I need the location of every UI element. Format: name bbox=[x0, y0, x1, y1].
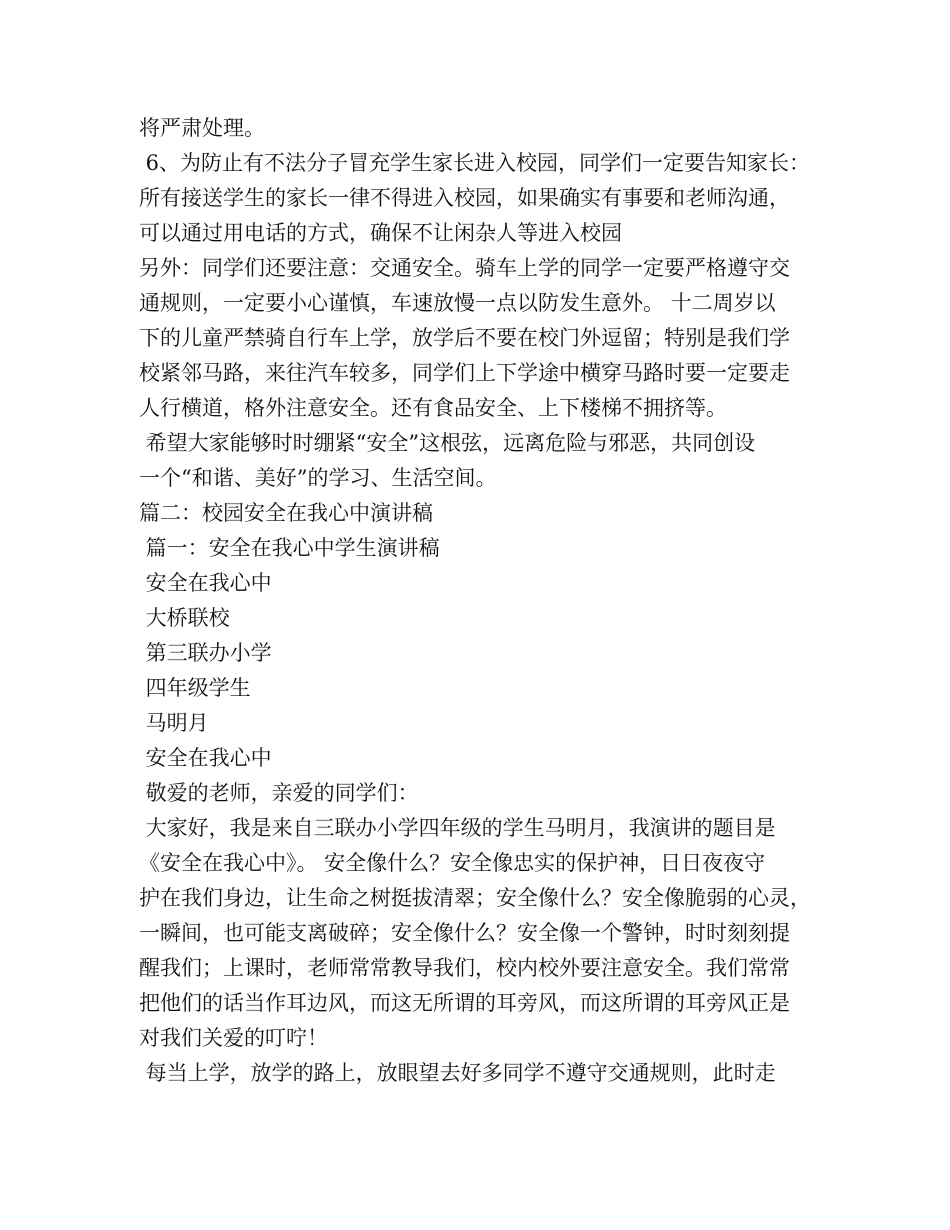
text-line: 护在我们身边，让生命之树挺拔清翠；安全像什么？安全像脆弱的心灵， bbox=[139, 886, 811, 910]
text-line: 另外：同学们还要注意：交通安全。骑车上学的同学一定要严格遵守交 bbox=[139, 256, 790, 280]
text-line: 大桥联校 bbox=[139, 606, 230, 630]
document-body bbox=[139, 111, 829, 1091]
text-line: 希望大家能够时时绷紧“安全”这根弦，远离危险与邪恶，共同创设 bbox=[139, 431, 756, 455]
text-line: 安全在我心中 bbox=[139, 746, 272, 770]
text-line: 一个“和谐、美好”的学习、生活空间。 bbox=[139, 466, 497, 490]
text-line: 《安全在我心中》。 安全像什么？安全像忠实的保护神，日日夜夜守 bbox=[139, 851, 766, 875]
text-line: 可以通过用电话的方式，确保不让闲杂人等进入校园 bbox=[139, 221, 622, 245]
text-line: 马明月 bbox=[139, 711, 209, 735]
text-line: 校紧邻马路，来往汽车较多，同学们上下学途中横穿马路时要一定要走 bbox=[139, 361, 790, 385]
text-line: 对我们关爱的叮咛！ bbox=[139, 1026, 328, 1050]
text-line: 通规则，一定要小心谨慎，车速放慢一点以防发生意外。 十二周岁以 bbox=[139, 291, 776, 315]
text-line: 6、为防止有不法分子冒充学生家长进入校园，同学们一定要告知家长： bbox=[139, 151, 811, 175]
text-line: 将严肃处理。 bbox=[139, 116, 265, 140]
text-line: 人行横道，格外注意安全。还有食品安全、上下楼梯不拥挤等。 bbox=[139, 396, 727, 420]
text-line: 第三联办小学 bbox=[139, 641, 272, 665]
text-line: 四年级学生 bbox=[139, 676, 251, 700]
text-line: 篇一：安全在我心中学生演讲稿 bbox=[139, 536, 440, 560]
text-line: 把他们的话当作耳边风，而这无所谓的耳旁风，而这所谓的耳旁风正是 bbox=[139, 991, 790, 1015]
text-line: 安全在我心中 bbox=[139, 571, 272, 595]
section-heading: 篇二：校园安全在我心中演讲稿 bbox=[139, 501, 433, 525]
text-line: 所有接送学生的家长一律不得进入校园，如果确实有事要和老师沟通， bbox=[139, 186, 790, 210]
text-line: 下的儿童严禁骑自行车上学，放学后不要在校门外逗留；特别是我们学 bbox=[139, 326, 790, 350]
text-line: 一瞬间，也可能支离破碎；安全像什么？安全像一个警钟，时时刻刻提 bbox=[139, 921, 790, 945]
text-line: 每当上学，放学的路上，放眼望去好多同学不遵守交通规则，此时走 bbox=[139, 1061, 776, 1085]
text-line: 敬爱的老师，亲爱的同学们： bbox=[139, 781, 419, 805]
text-line: 大家好，我是来自三联办小学四年级的学生马明月，我演讲的题目是 bbox=[139, 816, 776, 840]
text-line: 醒我们；上课时，老师常常教导我们，校内校外要注意安全。我们常常 bbox=[139, 956, 790, 980]
